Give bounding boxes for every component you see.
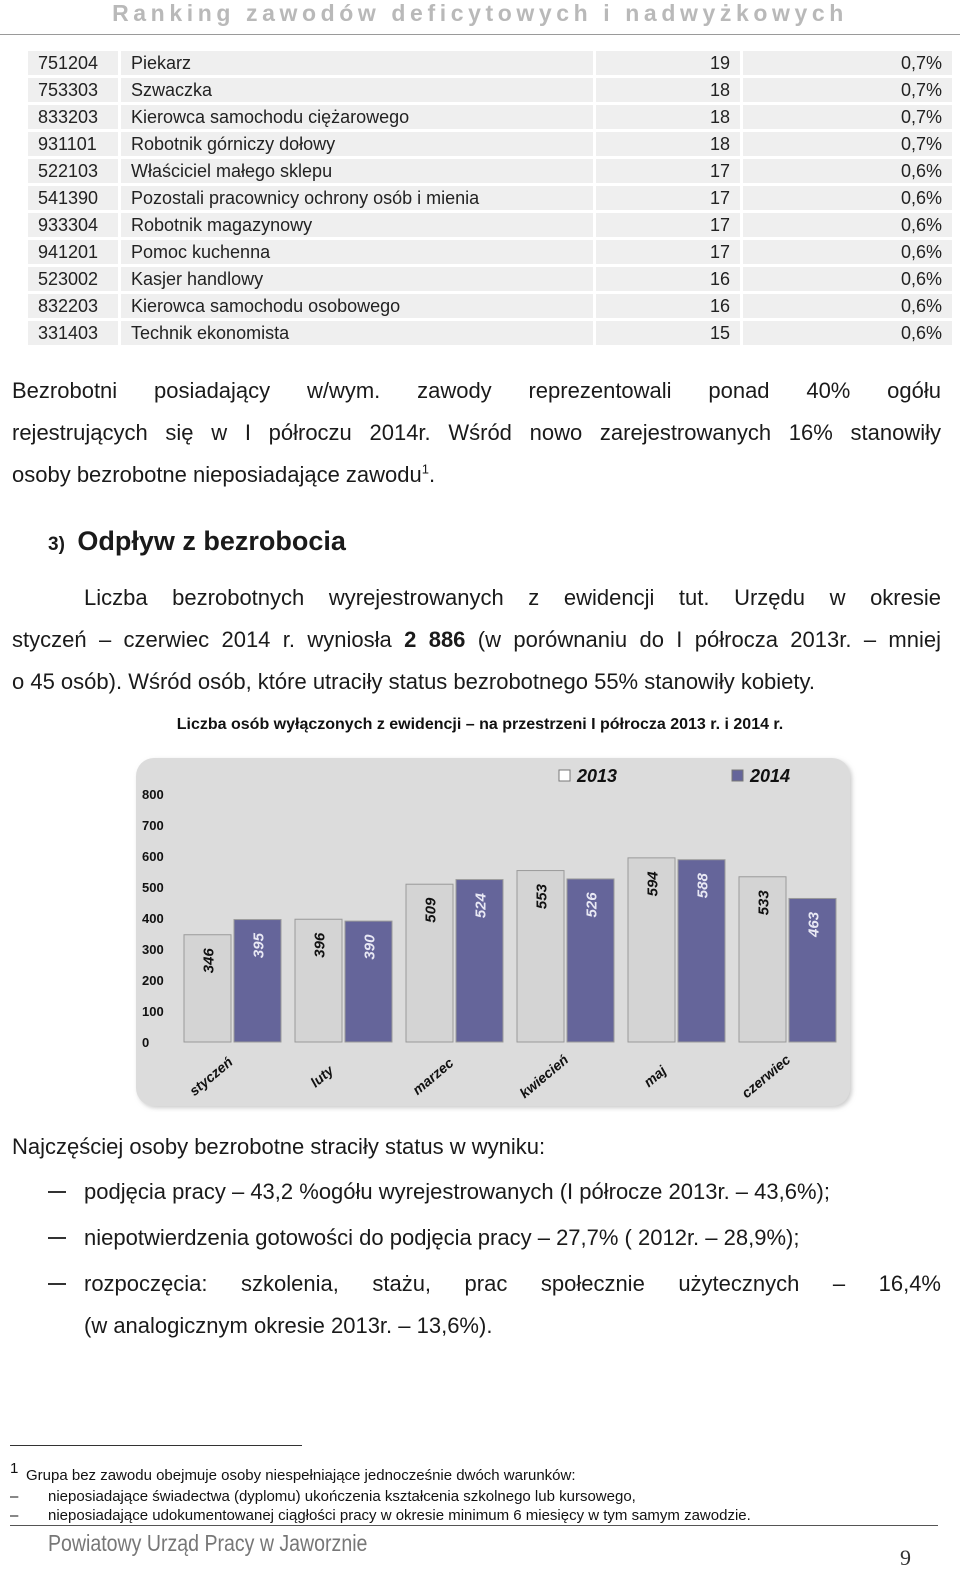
data-label: 509 (422, 897, 440, 923)
x-tick-label: luty (307, 1062, 337, 1091)
table-row (28, 213, 952, 237)
bullet-dash (48, 1237, 66, 1239)
data-label: 396 (311, 932, 329, 958)
count-cell: 18 (596, 78, 743, 102)
percent-cell: 0,6% (743, 159, 952, 183)
data-label: 524 (472, 893, 490, 919)
count-cell: 17 (596, 186, 743, 210)
header-rule (0, 34, 960, 35)
percent-cell: 0,7% (743, 51, 952, 75)
bullet-item: podjęcia pracy – 43,2 %ogółu wyrejestrowanych (I półrocze 2013r. – 43,6%); (84, 1179, 830, 1204)
para2-line2-a: styczeń – czerwiec 2014 r. wyniosła (12, 627, 405, 652)
footnote-dash: – (10, 1488, 19, 1505)
data-label: 395 (250, 933, 268, 959)
x-tick-label: marzec (409, 1054, 457, 1098)
y-tick-label: 800 (142, 787, 164, 802)
legend-swatch-2014 (732, 770, 743, 781)
table-row (28, 78, 952, 102)
legend-label: 2014 (750, 766, 791, 786)
occupation-name: Kasjer handlowy (121, 267, 596, 291)
occupation-name: Robotnik górniczy dołowy (121, 132, 596, 156)
bullet-item: rozpoczęcia: szkolenia, stażu, prac społecznie użytecznych – 16,4% (84, 1271, 941, 1296)
bullet-dash (48, 1191, 66, 1193)
section-title: Odpływ z bezrobocia (77, 526, 346, 556)
occupation-code: 541390 (28, 186, 121, 210)
occupation-name: Pomoc kuchenna (121, 240, 596, 264)
occupation-code: 751204 (28, 51, 121, 75)
table-row (28, 294, 952, 318)
table-row (28, 240, 952, 264)
percent-cell: 0,6% (743, 213, 952, 237)
data-label: 553 (533, 884, 551, 910)
x-tick-label: styczeń (185, 1053, 236, 1099)
footnote-text: Grupa bez zawodu obejmuje osoby niespełniające jednocześnie dwóch warunków: (26, 1467, 576, 1484)
occupation-code: 331403 (28, 321, 121, 345)
para1-line3 (12, 454, 435, 496)
data-label: 390 (361, 934, 379, 960)
occupation-name: Szwaczka (121, 78, 596, 102)
legend-swatch-2013 (559, 770, 570, 781)
percent-cell: 0,6% (743, 186, 952, 210)
occupation-code: 753303 (28, 78, 121, 102)
footer-rule (10, 1525, 938, 1526)
para3-intro: Najczęściej osoby bezrobotne straciły status w wyniku: (12, 1134, 546, 1159)
data-label: 594 (644, 871, 662, 897)
footnote-dash: – (10, 1507, 19, 1524)
section-heading (48, 526, 346, 557)
table-row (28, 132, 952, 156)
page-number: 9 (900, 1545, 911, 1570)
para2-line2 (12, 619, 941, 661)
para1-line3-end: . (428, 462, 436, 487)
occupation-code: 941201 (28, 240, 121, 264)
data-label: 588 (694, 873, 712, 899)
x-tick-label: kwiecień (516, 1051, 572, 1102)
percent-cell: 0,7% (743, 78, 952, 102)
footnote-item: nieposiadające udokumentowanej ciągłości pracy w okresie minimum 6 miesięcy w tym samym zawodzie. (48, 1507, 751, 1524)
table-row (28, 159, 952, 183)
y-tick-label: 700 (142, 818, 164, 833)
y-tick-label: 500 (142, 880, 164, 895)
para2-line2-b: (w porównaniu do I półrocza 2013r. – mniej (465, 627, 941, 652)
occupation-code: 832203 (28, 294, 121, 318)
bullet-item-continued: (w analogicznym okresie 2013r. – 13,6%). (84, 1313, 493, 1338)
y-tick-label: 100 (142, 1004, 164, 1019)
para1-line2: rejestrujących się w I półroczu 2014r. Wśród nowo zarejestrowanych 16% stanowiły (12, 420, 941, 445)
percent-cell: 0,6% (743, 321, 952, 345)
count-cell: 16 (596, 294, 743, 318)
y-tick-label: 600 (142, 849, 164, 864)
para2-total-value: 2 886 (404, 627, 466, 652)
y-tick-label: 200 (142, 973, 164, 988)
occupation-name: Kierowca samochodu osobowego (121, 294, 596, 318)
para1-line3-text: osoby bezrobotne nieposiadające zawodu (12, 462, 422, 487)
data-label: 463 (805, 911, 823, 937)
bar-chart (100, 752, 860, 1112)
bullet-dash (48, 1283, 66, 1285)
occupation-name: Robotnik magazynowy (121, 213, 596, 237)
occupation-code: 833203 (28, 105, 121, 129)
percent-cell: 0,7% (743, 105, 952, 129)
table-row (28, 51, 952, 75)
footnote-rule (10, 1445, 302, 1446)
legend-label: 2013 (577, 766, 618, 786)
data-label: 346 (200, 948, 218, 974)
count-cell: 18 (596, 105, 743, 129)
table-row (28, 105, 952, 129)
table-row (28, 186, 952, 210)
percent-cell: 0,6% (743, 240, 952, 264)
occupation-name: Właściciel małego sklepu (121, 159, 596, 183)
count-cell: 17 (596, 159, 743, 183)
table-row (28, 267, 952, 291)
percent-cell: 0,7% (743, 132, 952, 156)
occupation-code: 933304 (28, 213, 121, 237)
para2-line1: Liczba bezrobotnych wyrejestrowanych z ewidencji tut. Urzędu w okresie (84, 585, 941, 610)
x-tick-label: czerwiec (738, 1051, 794, 1102)
count-cell: 18 (596, 132, 743, 156)
chart-title: Liczba osób wyłączonych z ewidencji – na przestrzeni I półrocza 2013 r. i 2014 r. (176, 716, 784, 733)
occupation-name: Piekarz (121, 51, 596, 75)
occupation-name: Kierowca samochodu ciężarowego (121, 105, 596, 129)
section-number: 3) (48, 534, 65, 555)
data-label: 526 (583, 892, 601, 918)
count-cell: 15 (596, 321, 743, 345)
percent-cell: 0,6% (743, 294, 952, 318)
bullet-item: niepotwierdzenia gotowości do podjęcia pracy – 27,7% ( 2012r. – 28,9%); (84, 1225, 800, 1250)
para2-line3: o 45 osób). Wśród osób, które utraciły status bezrobotnego 55% stanowiły kobiety. (12, 669, 816, 694)
x-tick-label: maj (640, 1062, 670, 1091)
y-tick-label: 300 (142, 942, 164, 957)
footnote-mark: 1 (10, 1460, 19, 1477)
data-label: 533 (755, 890, 773, 916)
count-cell: 17 (596, 240, 743, 264)
y-tick-label: 0 (142, 1035, 150, 1050)
occupation-code: 523002 (28, 267, 121, 291)
count-cell: 19 (596, 51, 743, 75)
occupation-name: Technik ekonomista (121, 321, 596, 345)
count-cell: 16 (596, 267, 743, 291)
para1-line1: Bezrobotni posiadający w/wym. zawody reprezentowali ponad 40% ogółu (12, 378, 941, 403)
occupation-name: Pozostali pracownicy ochrony osób i mienia (121, 186, 596, 210)
footnote-item: nieposiadające świadectwa (dyplomu) ukończenia kształcenia szkolnego lub kursowego, (48, 1488, 636, 1505)
running-header: Ranking zawodów deficytowych i nadwyżkowych (112, 0, 848, 26)
occupation-code: 522103 (28, 159, 121, 183)
occupation-code: 931101 (28, 132, 121, 156)
count-cell: 17 (596, 213, 743, 237)
percent-cell: 0,6% (743, 267, 952, 291)
footer-office-name: Powiatowy Urząd Pracy w Jaworznie (48, 1530, 368, 1556)
occupation-table (28, 48, 952, 348)
table-row (28, 321, 952, 345)
y-tick-label: 400 (142, 911, 164, 926)
footnote-ref: 1 (421, 461, 429, 477)
